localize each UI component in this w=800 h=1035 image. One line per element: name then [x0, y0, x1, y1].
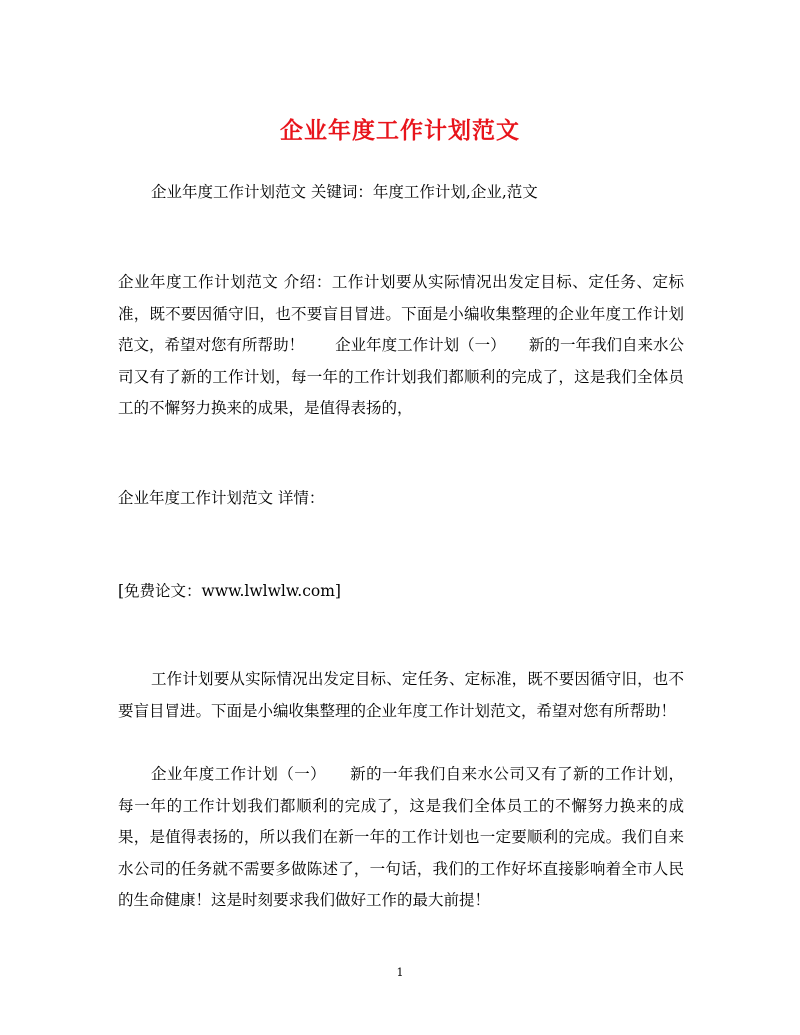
- keywords-line: 企业年度工作计划范文 关键词：年度工作计划,企业,范文: [151, 183, 538, 201]
- page-number: 1: [396, 966, 404, 979]
- body-paragraph: 企业年度工作计划（一） 新的一年我们自来水公司又有了新的工作计划，每一年的工作计划我们都顺利的完成了，这是我们全体员工的不懈努力换来的成果，是值得表扬的，所以我们在新一年的工作计划也一定要顺利的完成。我们自来水公司的任务就不需要多做陈述了，一句话，我们的工作好坏直接影响着全市人民的生命健康！这是时刻要求我们做好工作的最大前提！: [118, 765, 684, 909]
- intro-paragraph: 企业年度工作计划范文 介绍：工作计划要从实际情况出发定目标、定任务、定标准，既不要因循守旧，也不要盲目冒进。下面是小编收集整理的企业年度工作计划范文，希望对您有所帮助！ 企业年度工作计划（一） 新的一年我们自来水公司又有了新的工作计划，每一年的工作计划我们都顺利的完成了，这是我们全体员工的不懈努力换来的成果，是值得表扬的，: [118, 273, 684, 417]
- body-paragraph: 工作计划要从实际情况出发定目标、定任务、定标准，既不要因循守旧，也不要盲目冒进。下面是小编收集整理的企业年度工作计划范文，希望对您有所帮助！: [118, 670, 684, 720]
- source-line: [免费论文：www.lwlwlw.com]: [118, 582, 341, 600]
- document-title: 企业年度工作计划范文: [280, 117, 520, 144]
- detail-line: 企业年度工作计划范文 详情：: [118, 489, 325, 507]
